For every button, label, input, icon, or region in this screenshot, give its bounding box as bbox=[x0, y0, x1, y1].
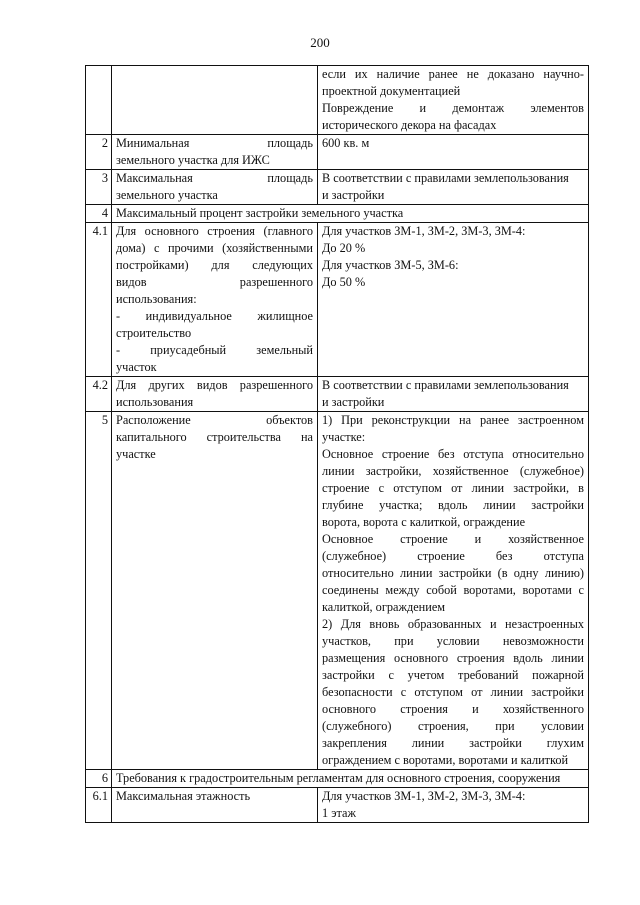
parameter-line: земельного участка для ИЖС bbox=[116, 153, 270, 167]
row-number: 5 bbox=[86, 412, 112, 770]
value-line: строение с отступом от линии застройки, в bbox=[322, 481, 584, 495]
parameter-line: строительство bbox=[116, 326, 192, 340]
value-line: и застройки bbox=[322, 395, 385, 409]
parameter-line: видов разрешенного bbox=[116, 275, 313, 289]
row-parameter bbox=[112, 377, 318, 412]
row-number: 4.1 bbox=[86, 223, 112, 377]
row-value: 600 кв. м bbox=[318, 135, 589, 170]
value-line: и застройки bbox=[322, 188, 385, 202]
row-number: 4 bbox=[86, 205, 112, 223]
section-heading: Максимальный процент застройки земельного участка bbox=[112, 205, 589, 223]
value-line: ограждением с воротами, воротами и калиткой bbox=[322, 753, 569, 767]
row-number: 6.1 bbox=[86, 788, 112, 823]
row-number: 2 bbox=[86, 135, 112, 170]
row-value bbox=[318, 170, 589, 205]
page-number: 200 bbox=[310, 35, 330, 50]
value-line: основного строения и хозяйственного bbox=[322, 702, 584, 716]
section-heading: Требования к градостроительным регламентам для основного строения, сооружения bbox=[112, 770, 589, 788]
value-line: До 20 % bbox=[322, 241, 366, 255]
value-line: Основное строение и хозяйственное bbox=[322, 532, 584, 546]
value-line: относительно линии застройки (в одну линию) bbox=[322, 566, 584, 580]
row-value bbox=[318, 788, 589, 823]
value-line: (служебное) строение без отступа bbox=[322, 549, 584, 563]
table-row-3 bbox=[86, 170, 589, 205]
value-line: глубине участка; вдоль линии застройки bbox=[322, 498, 584, 512]
parameter-line: Расположение объектов bbox=[116, 413, 313, 427]
table-row-4-2 bbox=[86, 377, 589, 412]
value-line: (служебного) строения, при условии bbox=[322, 719, 584, 733]
parameter-line: - приусадебный земельный bbox=[116, 343, 313, 357]
row-value bbox=[318, 412, 589, 770]
row-parameter: Максимальная этажность bbox=[112, 788, 318, 823]
row-parameter bbox=[112, 412, 318, 770]
parameter-line: Максимальная площадь bbox=[116, 171, 313, 185]
table-row-5 bbox=[86, 412, 589, 770]
parameter-line: - индивидуальное жилищное bbox=[116, 309, 313, 323]
table-row-2 bbox=[86, 135, 589, 170]
table-row-6 bbox=[86, 770, 589, 788]
value-line: Для участков ЗМ-1, ЗМ-2, ЗМ-3, ЗМ-4: bbox=[322, 224, 526, 238]
value-line: 2) Для вновь образованных и незастроенных bbox=[322, 617, 584, 631]
row-parameter bbox=[112, 135, 318, 170]
value-line: 1) При реконструкции на ранее застроенном bbox=[322, 413, 584, 427]
row-parameter bbox=[112, 66, 318, 135]
row-number bbox=[86, 66, 112, 135]
parameter-line: использования bbox=[116, 395, 194, 409]
parameter-line: земельного участка bbox=[116, 188, 218, 202]
value-line: если их наличие ранее не доказано научно- bbox=[322, 67, 584, 81]
value-line: проектной документацией bbox=[322, 84, 461, 98]
value-line: В соответствии с правилами землепользования bbox=[322, 378, 569, 392]
parameter-line: Для других видов разрешенного bbox=[116, 378, 313, 392]
parameter-line: Минимальная площадь bbox=[116, 136, 313, 150]
parameter-line: Для основного строения (главного bbox=[116, 224, 313, 238]
value-line: Для участков ЗМ-5, ЗМ-6: bbox=[322, 258, 459, 272]
value-line: Основное строение без отступа относительно bbox=[322, 447, 584, 461]
row-value bbox=[318, 377, 589, 412]
parameter-line: участок bbox=[116, 360, 157, 374]
parameter-line: капитального строительства на bbox=[116, 430, 313, 444]
value-line: 1 этаж bbox=[322, 806, 356, 820]
value-line: До 50 % bbox=[322, 275, 366, 289]
parameter-line: участке bbox=[116, 447, 156, 461]
value-line: исторического декора на фасадах bbox=[322, 118, 497, 132]
value-line: закрепления линии застройки глухим bbox=[322, 736, 584, 750]
parameter-line: использования: bbox=[116, 292, 197, 306]
value-line: застройки с учетом требований пожарной bbox=[322, 668, 584, 682]
value-line: соединены между собой воротами, воротами с bbox=[322, 583, 584, 597]
value-line: участке: bbox=[322, 430, 366, 444]
row-value bbox=[318, 66, 589, 135]
value-line: Повреждение и демонтаж элементов bbox=[322, 101, 584, 115]
table-row-6-1 bbox=[86, 788, 589, 823]
row-number: 4.2 bbox=[86, 377, 112, 412]
table-row-4-1 bbox=[86, 223, 589, 377]
table-row-continuation bbox=[86, 66, 589, 135]
value-line: калиткой, ограждением bbox=[322, 600, 446, 614]
parameter-line: постройками) для следующих bbox=[116, 258, 313, 272]
regulations-table bbox=[85, 65, 589, 823]
row-number: 3 bbox=[86, 170, 112, 205]
parameter-line: дома) с прочими (хозяйственными bbox=[116, 241, 313, 255]
value-line: безопасности с отступом от линии застройки bbox=[322, 685, 584, 699]
row-number: 6 bbox=[86, 770, 112, 788]
value-line: Для участков ЗМ-1, ЗМ-2, ЗМ-3, ЗМ-4: bbox=[322, 789, 526, 803]
row-value bbox=[318, 223, 589, 377]
value-line: размещения основного строения вдоль линии bbox=[322, 651, 584, 665]
value-line: линии застройки, хозяйственное (служебное) bbox=[322, 464, 584, 478]
value-line: В соответствии с правилами землепользования bbox=[322, 171, 569, 185]
value-line: ворота, ворота с калиткой, ограждение bbox=[322, 515, 526, 529]
value-line: участков, при условии невозможности bbox=[322, 634, 584, 648]
row-parameter bbox=[112, 170, 318, 205]
table-row-4 bbox=[86, 205, 589, 223]
row-parameter bbox=[112, 223, 318, 377]
